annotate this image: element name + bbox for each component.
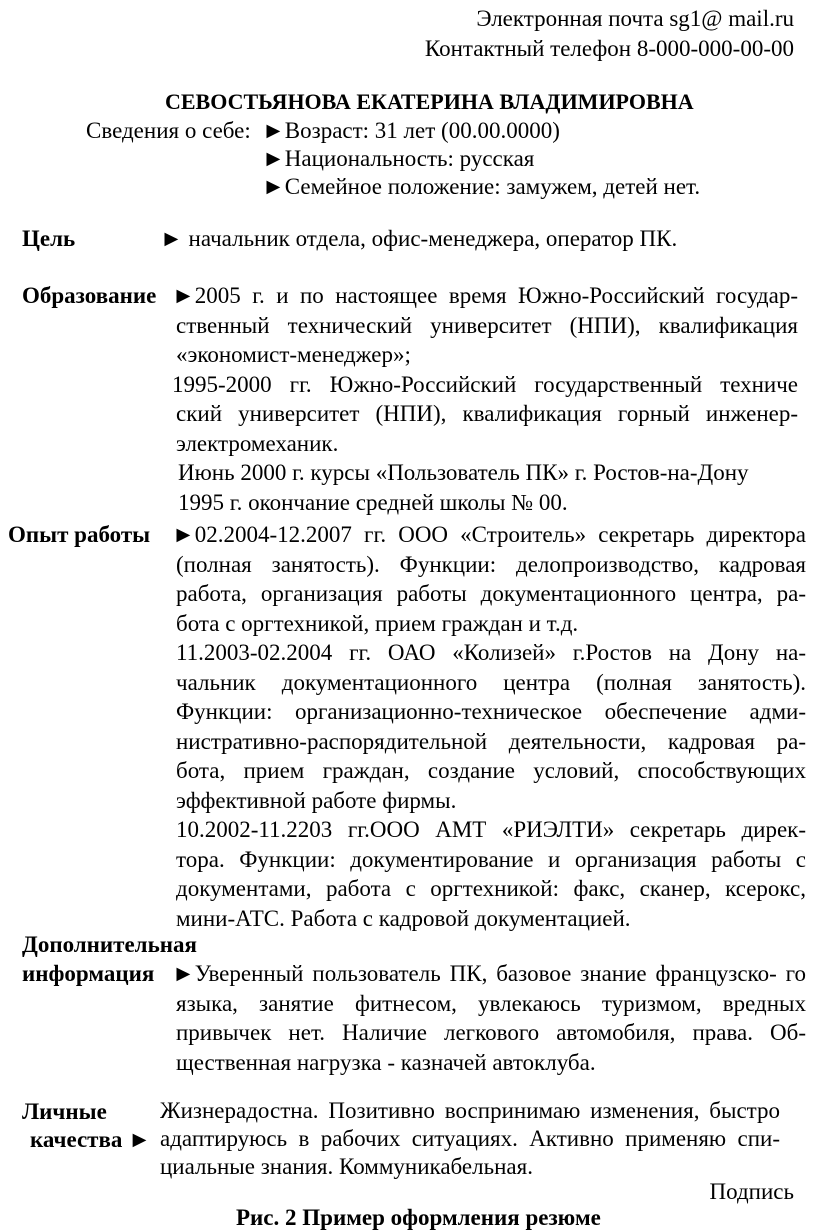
experience-line: тора. Функции: документирование и организация работы с xyxy=(176,846,806,872)
additional-line: привычек нет. Наличие легкового автомобиля, права. Об- xyxy=(176,1020,806,1045)
personal-label-line1: Личные xyxy=(22,1099,107,1124)
personal-block xyxy=(160,1097,780,1181)
goal-label: Цель xyxy=(22,226,76,251)
education-line: ►2005 г. и по настоящее время Южно-Российский государ- xyxy=(172,283,798,308)
additional-label-line2: информация xyxy=(22,961,155,986)
education-line: 1995 г. окончание средней школы № 00. xyxy=(178,489,568,515)
experience-block xyxy=(172,520,806,933)
email-line: Электронная почта sg1@ mail.ru xyxy=(476,6,794,31)
education-line: 1995-2000 гг. Южно-Российский государственный техниче xyxy=(172,371,798,397)
experience-line: нистративно-распорядительной деятельности, кадровая ра- xyxy=(176,728,806,754)
figure-caption: Рис. 2 Пример оформления резюме xyxy=(236,1205,601,1230)
goal-text: ► начальник отдела, офис-менеджера, оператор ПК. xyxy=(160,226,678,251)
signature-label: Подпись xyxy=(709,1179,794,1204)
education-line: Июнь 2000 г. курсы «Пользователь ПК» г. Ростов-на-Дону xyxy=(178,460,749,485)
personal-label-line2: качества ► xyxy=(30,1127,151,1152)
full-name: СЕВОСТЬЯНОВА ЕКАТЕРИНА ВЛАДИМИРОВНА xyxy=(165,89,694,114)
experience-line: ►02.2004-12.2007 гг. ООО «Строитель» секретарь директора xyxy=(172,522,806,547)
education-block xyxy=(172,281,798,517)
experience-line: 10.2002-11.2203 гг.ООО АМТ «РИЭЛТИ» секретарь дирек- xyxy=(176,817,806,842)
additional-block xyxy=(172,959,806,1077)
personal-line: адаптируюсь в рабочих ситуациях. Активно применяю спи- xyxy=(160,1126,780,1151)
education-line: «экономист-менеджер»; xyxy=(176,342,411,367)
education-label: Образование xyxy=(22,283,157,308)
experience-line: (полная занятость). Функции: делопроизводство, кадровая xyxy=(176,551,806,577)
about-label: Сведения о себе: xyxy=(86,118,251,143)
experience-line: бота, прием граждан, создание условий, способствующих xyxy=(176,758,806,783)
education-line: ский университет (НПИ), квалификация горный инженер- xyxy=(176,401,798,426)
about-family: ►Семейное положение: замужем, детей нет. xyxy=(262,174,701,199)
additional-line: языка, занятие фитнесом, увлекаюсь туризмом, вредных xyxy=(176,990,806,1016)
education-line: электромеханик. xyxy=(176,430,339,456)
about-age: ►Возраст: 31 лет (00.00.0000) xyxy=(262,118,560,143)
experience-line: чальник документационного центра (полная занятость). xyxy=(176,669,806,695)
additional-line: щественная нагрузка - казначей автоклуба. xyxy=(176,1049,596,1075)
additional-label-line1: Дополнительная xyxy=(22,932,197,957)
experience-line: работа, организация работы документационного центра, ра- xyxy=(176,581,806,606)
experience-line: бота с оргтехникой, прием граждан и т.д. xyxy=(176,610,579,636)
experience-line: Функции: организационно-техническое обеспечение адми- xyxy=(176,699,806,724)
experience-line: мини-АТС. Работа с кадровой документацией. xyxy=(176,905,631,931)
about-nationality: ►Национальность: русская xyxy=(262,146,535,171)
personal-line: циальные знания. Коммуникабельная. xyxy=(160,1154,533,1179)
education-line: ственный технический университет (НПИ), квалификация xyxy=(176,312,798,338)
phone-line: Контактный телефон 8-000-000-00-00 xyxy=(424,36,794,61)
experience-line: 11.2003-02.2004 гг. ОАО «Колизей» г.Ростов на Дону на- xyxy=(176,640,806,665)
experience-line: документами, работа с оргтехникой: факс, сканер, ксерокс, xyxy=(176,876,806,901)
experience-line: эффективной работе фирмы. xyxy=(176,787,457,813)
experience-label: Опыт работы xyxy=(8,522,151,547)
additional-line: ►Уверенный пользователь ПК, базовое знание французско- го xyxy=(172,961,806,986)
personal-line: Жизнерадостна. Позитивно воспринимаю изменения, быстро xyxy=(160,1098,780,1123)
